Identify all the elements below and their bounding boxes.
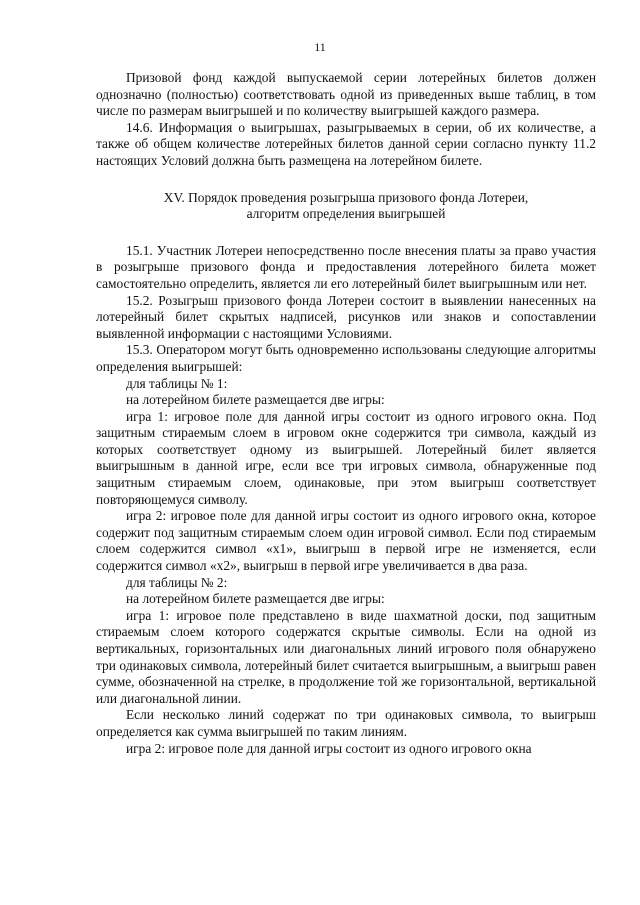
paragraph-table-1-game-2: игра 2: игровое поле для данной игры состоит из одного игрового окна, которое содержит под защитным стираемым слоем один игровой символ. Если под стираемым слоем содержится символ «х1», выигрыш в первой игре не изменяется, если содержится символ «х2», выигрыш в первой игре увеличивается в два раза. [96, 508, 596, 574]
paragraph-15-2: 15.2. Розыгрыш призового фонда Лотереи состоит в выявлении нанесенных на лотерейный билет скрытых надписей, рисунков или знаков и сопоставлении выявленной информации с настоящими Условиями. [96, 292, 596, 341]
section-heading-line-2: алгоритм определения выигрышей [246, 206, 446, 222]
paragraph-multiple-lines: Если несколько линий содержат по три одинаковых символа, то выигрыш определяется как сумма выигрышей по таким линиям. [96, 707, 596, 739]
paragraph-table-1-games: на лотерейном билете размещается две игры: [126, 392, 385, 408]
document-body [96, 70, 596, 757]
paragraph-table-2-label: для таблицы № 2: [126, 574, 228, 590]
paragraph-table-2-game-1: игра 1: игровое поле представлено в виде шахматной доски, под защитным стираемым слоем которого содержатся скрытые символы. Если на одной из вертикальных, горизонтальных или диагональных линий игрового поля обнаружено три одинаковых символа, лотерейный билет считается выигрышным, а выигрыш равен сумме, обозначенной на стрелке, в продолжение той же горизонтальной, вертикальной или диагональной линии. [96, 607, 596, 706]
section-heading [96, 190, 596, 223]
paragraph-prize-fund: Призовой фонд каждой выпускаемой серии лотерейных билетов должен однозначно (полностью) соответствовать одной из приведенных выше таблиц, в том числе по размерам выигрышей и по количеству выигрышей каждого размера. [96, 70, 596, 119]
paragraph-14-6: 14.6. Информация о выигрышах, разыгрываемых в серии, об их количестве, а также об общем количестве лотерейных билетов данной серии согласно пункту 11.2 настоящих Условий должна быть размещена на лотерейном билете. [96, 119, 596, 168]
paragraph-table-1-game-1: игра 1: игровое поле для данной игры состоит из одного игрового окна. Под защитным стираемым слоем в игровом окне содержится три символа, каждый из которых соответствует одному из выигрышей. Лотерейный билет является выигрышным в данной игре, если все три игровых символа, обнаруженные под защитным стираемым слоем, одинаковые, при этом выигрыш соответствует повторяющемуся символу. [96, 408, 596, 507]
paragraph-15-3: 15.3. Оператором могут быть одновременно использованы следующие алгоритмы определения выигрышей: [96, 342, 596, 374]
paragraph-table-1-label: для таблицы № 1: [126, 375, 228, 391]
paragraph-15-1: 15.1. Участник Лотереи непосредственно после внесения платы за право участия в розыгрыше призового фонда и предоставления лотерейного билета может самостоятельно определить, является ли его лотерейный билет выигрышным или нет. [96, 242, 596, 291]
paragraph-table-2-games: на лотерейном билете размещается две игры: [126, 591, 385, 607]
paragraph-table-2-game-2: игра 2: игровое поле для данной игры состоит из одного игрового окна [126, 740, 532, 756]
section-heading-line-1: XV. Порядок проведения розыгрыша призового фонда Лотереи, [163, 189, 529, 205]
page-number: 11 [314, 40, 326, 54]
